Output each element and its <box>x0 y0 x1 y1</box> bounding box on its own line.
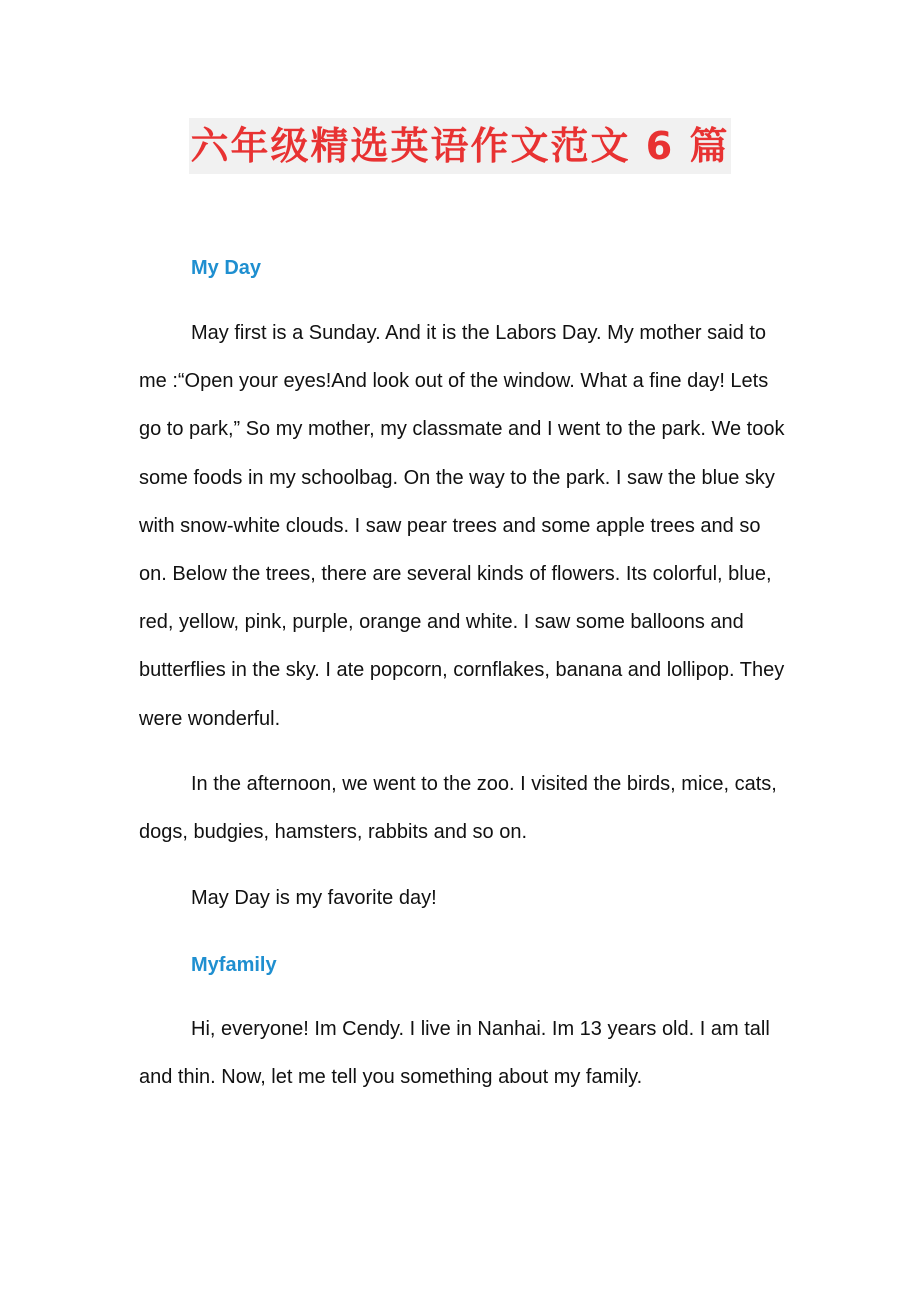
section-heading-my-family: Myfamily <box>191 954 277 976</box>
page-title-text: 六年级精选英语作文范文 6 篇 <box>189 118 732 174</box>
paragraph-my-day-3: May Day is my favorite day! <box>191 887 437 909</box>
section-heading-my-day: My Day <box>191 257 262 279</box>
paragraph-my-family-1: Hi, everyone! Im Cendy. I live in Nanhai. Im 13 years old. I am tall and thin. Now, let me tell you something about my family. <box>139 1018 770 1089</box>
page-title <box>0 118 920 174</box>
paragraph-my-day-1: May first is a Sunday. And it is the Labors Day. My mother said to me :“Open your eyes!And look out of the window. What a fine day! Lets go to park,” So my mother, my classmate and I went to the park. We took some foods in my schoolbag. On the way to the park. I saw the blue sky with snow-white clouds. I saw pear trees and some apple trees and so on. Below the trees, there are several kinds of flowers. Its colorful, blue, red, yellow, pink, purple, orange and white. I saw some balloons and butterflies in the sky. I ate popcorn, cornflakes, banana and lollipop. They were wonderful. <box>139 322 785 730</box>
paragraph-my-day-2: In the afternoon, we went to the zoo. I visited the birds, mice, cats, dogs, budgies, hamsters, rabbits and so on. <box>139 773 777 844</box>
